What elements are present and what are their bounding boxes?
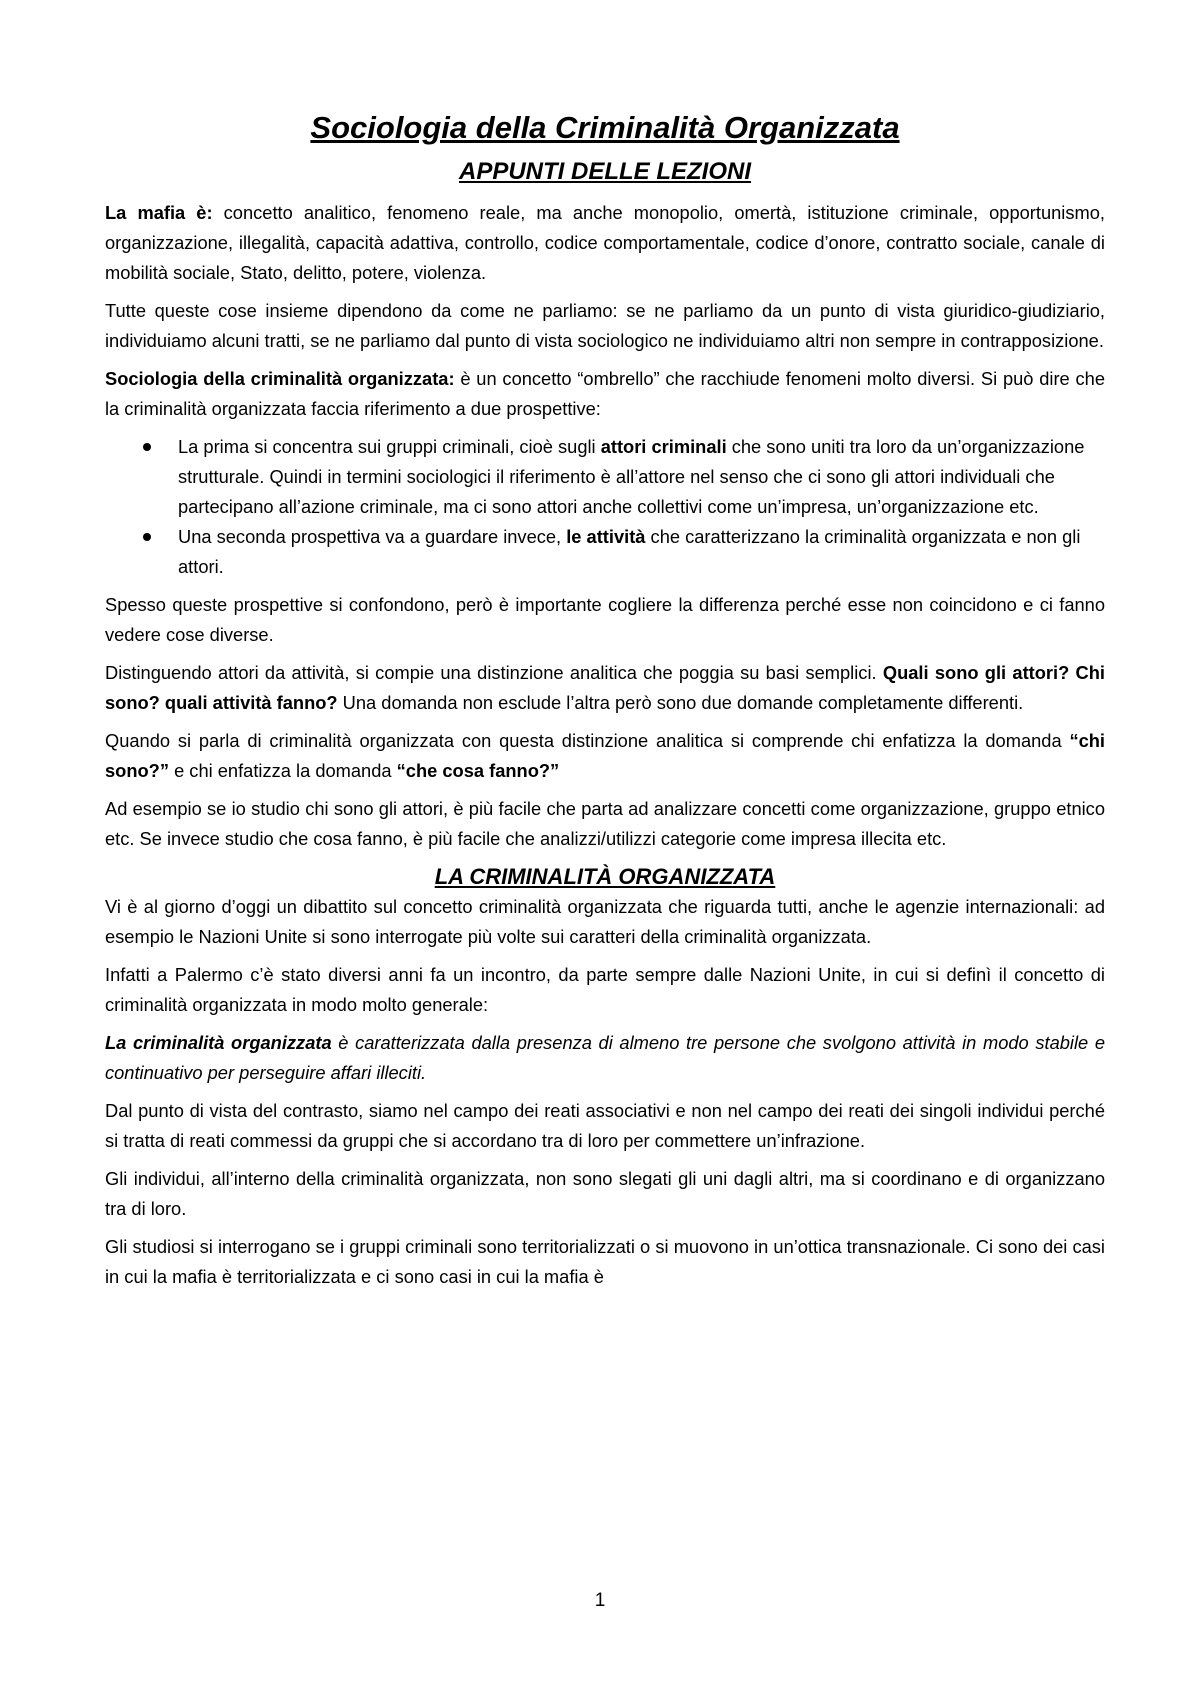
term-sociology: Sociologia della criminalità organizzata: [105,368,455,389]
term-mafia: La mafia è: [105,202,213,223]
bullet-icon [143,533,151,541]
paragraph: Infatti a Palermo c’è stato diversi anni fa un incontro, da parte sempre dalle Nazioni Unite, in cui si definì il concetto di criminalità organizzata in modo molto generale: [105,964,1105,1015]
paragraph: Vi è al giorno d’oggi un dibattito sul concetto criminalità organizzata che riguarda tutti, anche le agenzie internazionali: ad esempio le Nazioni Unite si sono interrogate più volte sui caratteri della criminalità organizzata. [105,896,1105,947]
section-heading: LA CRIMINALITÀ ORGANIZZATA [434,864,776,889]
paragraph-perspectives-intro: Tutte queste cose insieme dipendono da come ne parliamo: se ne parliamo da un punto di vista giuridico-giudiziario, individuiamo alcuni tratti, se ne parliamo dal punto di vista sociologico ne individuiamo altri non sempre in contrapposizione. [105,300,1105,351]
paragraph: Gli individui, all’interno della criminalità organizzata, non sono slegati gli uni dagli altri, ma si coordinano e di organizzano tra di loro. [105,1168,1105,1219]
perspectives-list [105,432,1105,582]
paragraph: Spesso queste prospettive si confondono, però è importante cogliere la differenza perché esse non coincidono e ci fanno vedere cose diverse. [105,594,1105,645]
paragraph-sociology-definition [105,364,1105,424]
paragraph: Quando si parla di criminalità organizzata con questa distinzione analitica si comprende chi enfatizza la domanda “chi sono?” e chi enfatizza la domanda “che cosa fanno?” [105,730,1105,781]
document-page [105,108,1105,1300]
paragraph-mafia-definition [105,198,1105,288]
document-title: Sociologia della Criminalità Organizzata [310,110,900,145]
paragraph: Ad esempio se io studio chi sono gli attori, è più facile che parta ad analizzare concetti come organizzazione, gruppo etnico etc. Se invece studio che cosa fanno, è più facile che analizzi/utilizzi categorie come impresa illecita etc. [105,798,1105,849]
list-item: La prima si concentra sui gruppi criminali, cioè sugli attori criminali che sono uniti tra loro da un’organizzazione strutturale. Quindi in termini sociologici il riferimento è all’attore nel senso che ci sono gli attori individuali che partecipano all’azione criminale, ma ci sono attori anche collettivi come un’impresa, un’organizzazione etc. [105,432,1105,522]
paragraph-text: concetto analitico, fenomeno reale, ma anche monopolio, omertà, istituzione criminale, opportunismo, organizzazione, illegalità, capacità adattiva, controllo, codice comportamentale, codice d’onore, contratto sociale, canale di mobilità sociale, Stato, delitto, potere, violenza. [105,202,1105,283]
document-subtitle: APPUNTI DELLE LEZIONI [458,158,751,185]
paragraph: Dal punto di vista del contrasto, siamo nel campo dei reati associativi e non nel campo dei reati dei singoli individui perché si tratta di reati commessi da gruppi che si accordano tra di loro per commettere un’infrazione. [105,1100,1105,1151]
paragraph-text: è un concetto “ombrello” che racchiude fenomeni molto diversi. Si può dire che la criminalità organizzata faccia riferimento a due prospettive: [105,368,1105,419]
paragraph: Distinguendo attori da attività, si compie una distinzione analitica che poggia su basi semplici. Quali sono gli attori? Chi sono? quali attività fanno? Una domanda non esclude l’altra però sono due domande completamente differenti. [105,662,1105,713]
paragraph: Gli studiosi si interrogano se i gruppi criminali sono territorializzati o si muovono in un’ottica transnazionale. Ci sono dei casi in cui la mafia è territorializzata e ci sono casi in cui la mafia è [105,1236,1105,1287]
bullet-icon [143,443,151,451]
definition-quote: La criminalità organizzata è caratterizzata dalla presenza di almeno tre persone che svolgono attività in modo stabile e continuativo per perseguire affari illeciti. [105,1032,1105,1083]
list-item: Una seconda prospettiva va a guardare invece, le attività che caratterizzano la criminalità organizzata e non gli attori. [105,522,1105,582]
page-number: 1 [594,1590,606,1611]
